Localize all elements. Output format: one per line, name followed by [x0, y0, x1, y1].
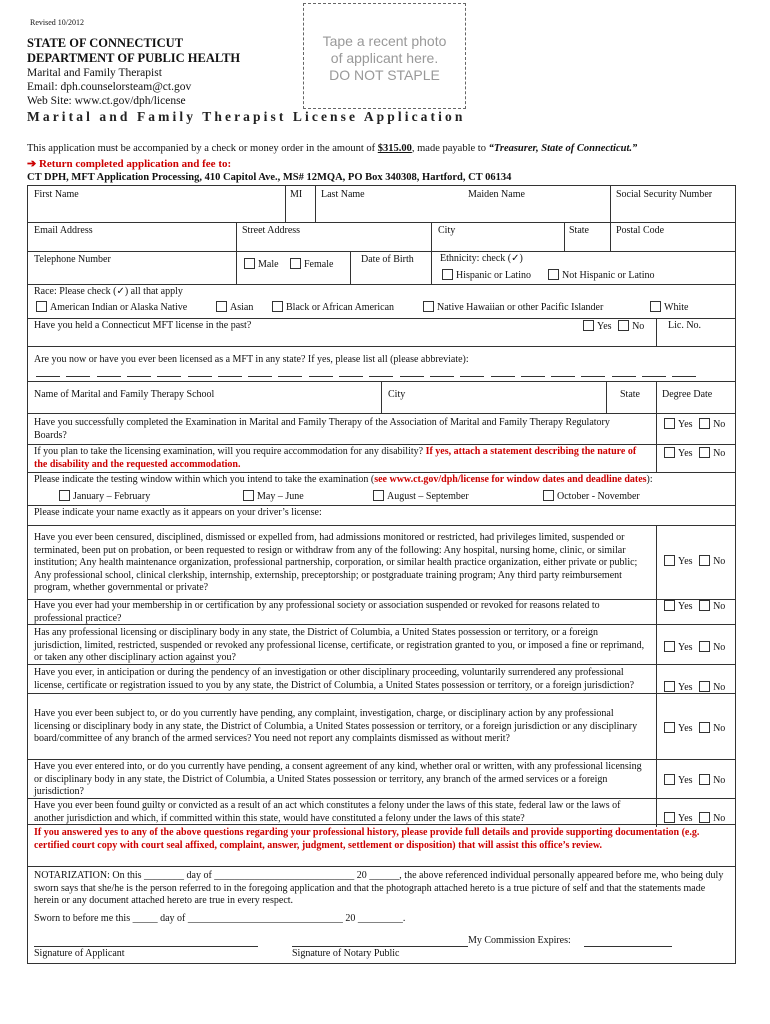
commission-expires-label: My Commission Expires:: [468, 935, 571, 946]
race-checkbox[interactable]: [272, 301, 283, 312]
payee: “Treasurer, State of Connecticut.”: [488, 143, 638, 154]
no-label: No: [713, 601, 726, 612]
yes-label: Yes: [678, 682, 693, 693]
yes-checkbox[interactable]: [664, 681, 675, 692]
window-option-label: January – February: [73, 491, 151, 502]
agency-heading: [27, 36, 240, 66]
no-checkbox[interactable]: [699, 418, 710, 429]
hispanic-label: Hispanic or Latino: [456, 270, 531, 281]
yes-label: Yes: [678, 775, 693, 786]
disability-text: If you plan to take the licensing examination, will you require accommodation for any disability?: [34, 446, 424, 457]
history-5-yes-no: [664, 722, 725, 734]
school-city-label: City: [388, 389, 406, 400]
race-checkbox[interactable]: [216, 301, 227, 312]
male-label: Male: [258, 259, 279, 270]
photo-box: [303, 3, 466, 109]
maiden-name-label: Maiden Name: [468, 189, 525, 200]
hispanic-option[interactable]: [442, 269, 531, 283]
yes-checkbox[interactable]: [664, 722, 675, 733]
street-label: Street Address: [242, 225, 301, 236]
no-label: No: [713, 775, 726, 786]
no-checkbox[interactable]: [699, 722, 710, 733]
window-option-aug-sep[interactable]: [373, 490, 469, 504]
window-option-jan-feb[interactable]: [59, 490, 150, 504]
exam-question: Have you successfully completed the Examination in Marital and Family Therapy of the Association of Marital and Family Therapy Regulatory Boards?: [34, 417, 610, 441]
ssn-label: Social Security Number: [616, 189, 713, 200]
state-blank[interactable]: [188, 376, 212, 377]
yes-checkbox[interactable]: [664, 641, 675, 652]
fee-amount: $315.00: [377, 143, 412, 154]
male-checkbox[interactable]: [244, 258, 255, 269]
state-blank[interactable]: [248, 376, 272, 377]
state-blank[interactable]: [581, 376, 605, 377]
race-checkbox[interactable]: [36, 301, 47, 312]
last-name-label: Last Name: [321, 189, 365, 200]
yes-checkbox[interactable]: [664, 774, 675, 785]
not-hispanic-option[interactable]: [548, 269, 654, 283]
no-label: No: [713, 448, 726, 459]
no-label: No: [713, 556, 726, 567]
race-option-asian[interactable]: [216, 301, 253, 315]
department-name: DEPARTMENT OF PUBLIC HEALTH: [27, 51, 241, 65]
race-option-label: American Indian or Alaska Native: [50, 302, 188, 313]
ethnicity-label: Ethnicity: check (✓): [440, 253, 523, 264]
history-question-2: Have you ever had your membership in or certification by any professional society or association suspended or revoked for reasons related to professional practice?: [34, 600, 600, 624]
held-ct-yes-no: [583, 320, 644, 332]
history-question-1: Have you ever been censured, disciplined, dismissed or expelled from, had admissions monitored or restricted, had privileges limited, suspended or terminated, been put on probation, or been requested to resign or withdraw from any of the following: Any hospital, nursing home, clinic, or similar institution; Any health maintenance organization, professional partnership, corporation, or similar health practice organization, either private or public; Any professional school, clinical clerkship, internship, externship, preceptorship; or postgraduate training program; Any third party reimbursement program, whether governmental or private?: [34, 532, 638, 593]
photo-line: DO NOT STAPLE: [329, 67, 440, 83]
state-name: STATE OF CONNECTICUT: [27, 36, 184, 50]
state-blank[interactable]: [218, 376, 242, 377]
race-option-label: Native Hawaiian or other Pacific Islander: [437, 302, 604, 313]
window-checkbox[interactable]: [373, 490, 384, 501]
state-blank[interactable]: [339, 376, 363, 377]
history-question-7: Have you ever been found guilty or convicted as a result of an act which constitutes a felony under the laws of this state, federal law or the laws of another jurisdiction and which, if committed within this state, would have constituted a felony under the laws of this state?: [34, 800, 621, 824]
contact-email: Email: dph.counselorsteam@ct.gov: [27, 81, 192, 93]
history-disclosure-note: If you answered yes to any of the above questions regarding your professional history, please provide full details and provide supporting documentation (e.g. certified court copy with court seal affixed, complaint, answer, judgment, settlement or disposition) that will assist this office’s review.: [34, 827, 700, 851]
history-question-5: Have you ever been subject to, or do you currently have pending, any complaint, investigation, charge, or disciplinary action by any professional licensing or disciplinary body in any state, the District of Columbia, a United States possession or territory, or a foreign jurisdiction or any disciplinary board/committee of any branch of the armed services? You need not report any complaints dismissed as without merit?: [34, 708, 638, 744]
no-checkbox[interactable]: [699, 641, 710, 652]
history-7-yes-no: [664, 812, 725, 824]
not-hispanic-checkbox[interactable]: [548, 269, 559, 280]
disability-instruction: If yes, attach a statement describing the nature of the disability and the requested accommodation.: [34, 446, 637, 470]
state-blank[interactable]: [551, 376, 575, 377]
state-blank[interactable]: [309, 376, 333, 377]
postal-code-label: Postal Code: [616, 225, 665, 236]
yes-checkbox[interactable]: [664, 555, 675, 566]
state-blank[interactable]: [521, 376, 545, 377]
race-option-label: Asian: [230, 302, 254, 313]
no-checkbox[interactable]: [699, 774, 710, 785]
yes-checkbox[interactable]: [664, 600, 675, 611]
fee-statement: [27, 143, 637, 154]
fee-text-mid: , made payable to: [411, 143, 489, 154]
held-ct-license-question: Have you held a Connecticut MFT license in the past?: [34, 320, 252, 331]
window-option-label: August – September: [387, 491, 469, 502]
mi-label: MI: [290, 189, 303, 200]
window-option-may-jun[interactable]: [243, 490, 304, 504]
degree-date-label: Degree Date: [662, 389, 713, 400]
window-text: Please indicate the testing window within which you intend to take the examination (: [34, 474, 375, 485]
no-label: No: [713, 419, 726, 430]
no-checkbox[interactable]: [618, 320, 629, 331]
yes-checkbox[interactable]: [664, 812, 675, 823]
commission-expires-line[interactable]: [584, 946, 672, 947]
photo-line: of applicant here.: [330, 50, 439, 66]
no-label: No: [713, 813, 726, 824]
female-checkbox[interactable]: [290, 258, 301, 269]
state-blank[interactable]: [36, 376, 60, 377]
notary-signature-label: Signature of Notary Public: [292, 948, 400, 959]
race-option-label: White: [664, 302, 689, 313]
state-blank[interactable]: [97, 376, 121, 377]
history-4-yes-no: [664, 681, 725, 693]
lic-no-label: Lic. No.: [668, 320, 702, 331]
notarization-statement: NOTARIZATION: On this ________ day of ____________________________ 20 ______, the above referenced individual personally appeared before me, who being duly sworn says that she/he is the person referred to in the foregoing application and that the photograph attached hereto is a true picture of self and that the statements made herein or any document attached hereto are true in every respect.: [34, 870, 724, 906]
other-states-question: Are you now or have you ever been licensed as a MFT in any state? If yes, please list all (please abbreviate):: [34, 354, 469, 365]
race-option-label: Black or African American: [286, 302, 395, 313]
mailing-address: CT DPH, MFT Application Processing, 410 Capitol Ave., MS# 12MQA, PO Box 340308, Hartford, CT 06134: [27, 172, 512, 183]
photo-line: Tape a recent photo: [322, 33, 447, 49]
no-checkbox[interactable]: [699, 555, 710, 566]
no-label: No: [632, 321, 645, 332]
yes-label: Yes: [678, 813, 693, 824]
revision-date: Revised 10/2012: [30, 18, 84, 27]
no-label: No: [713, 642, 726, 653]
state-blank[interactable]: [612, 376, 636, 377]
yes-label: Yes: [678, 448, 693, 459]
disability-question: [34, 446, 646, 471]
program-name: Marital and Family Therapist: [27, 67, 162, 79]
male-option[interactable]: [244, 258, 279, 272]
fee-text: This application must be accompanied by a check or money order in the amount of: [27, 143, 378, 154]
yes-label: Yes: [678, 601, 693, 612]
no-checkbox[interactable]: [699, 447, 710, 458]
race-option-pacific-islander[interactable]: [423, 301, 603, 315]
yes-label: Yes: [678, 642, 693, 653]
return-instruction: ➔ Return completed application and fee to:: [27, 158, 232, 170]
state-blank[interactable]: [672, 376, 696, 377]
drivers-license-name-label: Please indicate your name exactly as it appears on your driver’s license:: [34, 507, 322, 518]
applicant-signature-label: Signature of Applicant: [34, 948, 125, 959]
window-checkbox[interactable]: [543, 490, 554, 501]
female-label: Female: [304, 259, 334, 270]
application-form: [27, 185, 736, 964]
history-question-4: Have you ever, in anticipation or during the pendency of an investigation or other disciplinary proceeding, voluntarily surrendered any professional license, certificate or registration issued to you by any state, the District of Columbia, a United States possession or territory, or a foreign jurisdiction?: [34, 667, 635, 691]
testing-window-question: [34, 474, 653, 487]
window-option-label: October - November: [557, 491, 640, 502]
no-label: No: [713, 723, 726, 734]
yes-label: Yes: [678, 723, 693, 734]
race-option-white[interactable]: [650, 301, 688, 315]
yes-label: Yes: [597, 321, 612, 332]
school-state-label: State: [620, 389, 640, 400]
race-checkbox[interactable]: [423, 301, 434, 312]
no-label: No: [713, 682, 726, 693]
no-checkbox[interactable]: [699, 681, 710, 692]
no-checkbox[interactable]: [699, 600, 710, 611]
sworn-statement: Sworn to before me this _____ day of _______________________________ 20 _________.: [34, 913, 406, 924]
race-checkbox[interactable]: [650, 301, 661, 312]
state-blank[interactable]: [430, 376, 454, 377]
first-name-label: First Name: [34, 189, 79, 200]
exam-yes-no: [664, 418, 725, 430]
race-option-american-indian[interactable]: [36, 301, 187, 315]
history-2-yes-no: [664, 600, 725, 612]
female-option[interactable]: [290, 258, 333, 272]
city-label: City: [438, 225, 456, 236]
yes-checkbox[interactable]: [664, 447, 675, 458]
yes-checkbox[interactable]: [583, 320, 594, 331]
yes-label: Yes: [678, 419, 693, 430]
history-3-yes-no: [664, 641, 725, 653]
race-option-black[interactable]: [272, 301, 394, 315]
state-blank[interactable]: [460, 376, 484, 377]
telephone-label: Telephone Number: [34, 254, 111, 265]
applicant-signature-line[interactable]: [34, 946, 258, 947]
race-label: Race: Please check (✓) all that apply: [34, 286, 183, 297]
school-label: Name of Marital and Family Therapy School: [34, 389, 215, 400]
state-blank[interactable]: [369, 376, 393, 377]
hispanic-checkbox[interactable]: [442, 269, 453, 280]
no-checkbox[interactable]: [699, 812, 710, 823]
state-blank[interactable]: [491, 376, 515, 377]
window-checkbox[interactable]: [59, 490, 70, 501]
form-title: Marital and Family Therapist License Application: [27, 109, 466, 124]
notary-signature-line[interactable]: [292, 946, 468, 947]
history-1-yes-no: [664, 555, 725, 567]
state-blank[interactable]: [66, 376, 90, 377]
dob-label: Date of Birth: [361, 254, 414, 265]
state-label: State: [569, 225, 589, 236]
state-blank[interactable]: [157, 376, 181, 377]
history-question-6: Have you ever entered into, or do you currently have pending, a consent agreement of any kind, whether oral or written, with any professional licensing or disciplinary body in any state, the District of Columbia, a United States possession or territory, any branch of the armed services or a foreign jurisdiction?: [34, 761, 642, 797]
history-6-yes-no: [664, 774, 725, 786]
state-blank[interactable]: [278, 376, 302, 377]
not-hispanic-label: Not Hispanic or Latino: [562, 270, 655, 281]
state-blank[interactable]: [642, 376, 666, 377]
window-text-end: ):: [646, 474, 653, 485]
window-checkbox[interactable]: [243, 490, 254, 501]
yes-checkbox[interactable]: [664, 418, 675, 429]
window-dates-link[interactable]: see www.ct.gov/dph/license for window dates and deadline dates: [374, 474, 647, 485]
email-label: Email Address: [34, 225, 93, 236]
window-option-label: May – June: [257, 491, 304, 502]
disability-yes-no: [664, 447, 725, 459]
contact-block: [27, 66, 191, 108]
window-option-oct-nov[interactable]: [543, 490, 640, 504]
history-question-3: Has any professional licensing or disciplinary body in any state, the District of Columbia, a United States possession or territory, or a foreign jurisdiction, limited, restricted, suspended or revoked any professional license, certificate, or registration granted to you, or imposed a fine or reprimand, or taken any other disciplinary action against you?: [34, 627, 645, 663]
contact-website: Web Site: www.ct.gov/dph/license: [27, 95, 186, 107]
yes-label: Yes: [678, 556, 693, 567]
state-blank[interactable]: [127, 376, 151, 377]
state-blank[interactable]: [400, 376, 424, 377]
